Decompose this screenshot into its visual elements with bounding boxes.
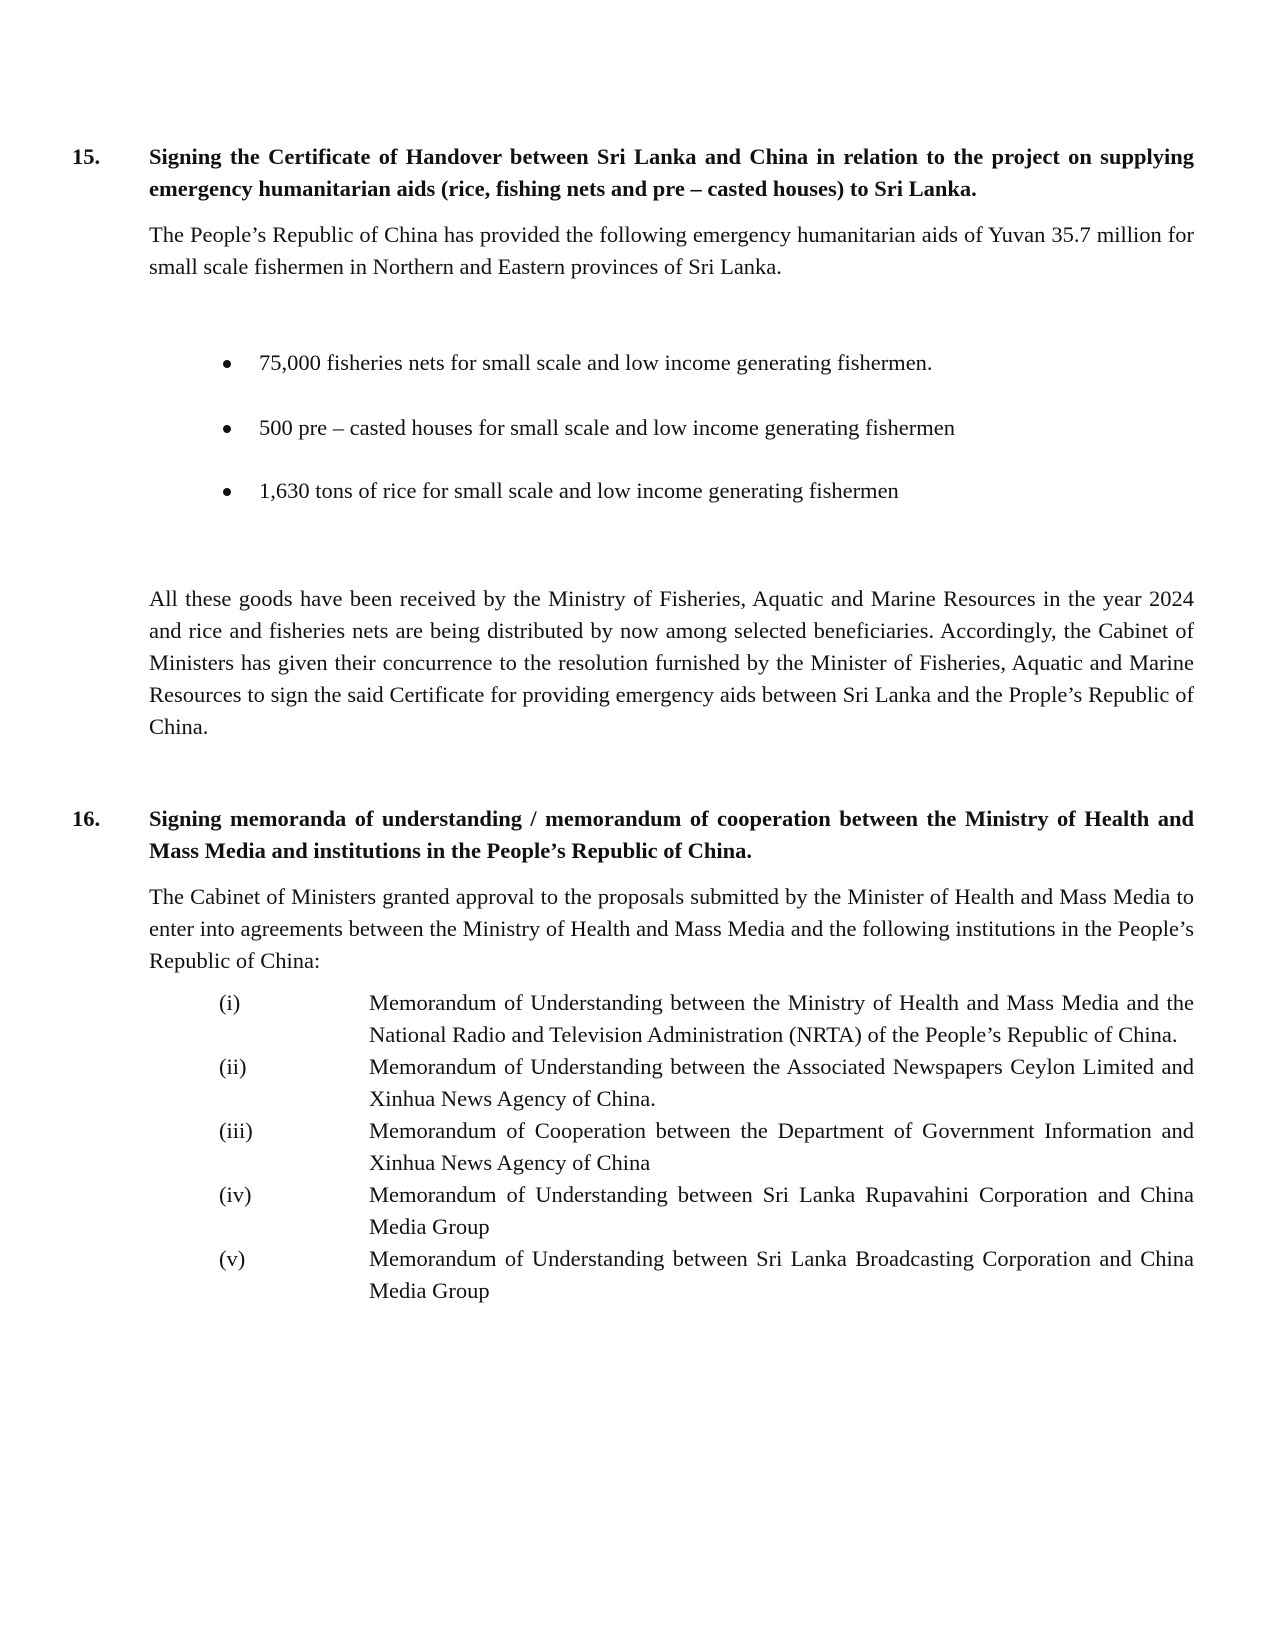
list-item-text: Memorandum of Understanding between the Associated Newspapers Ceylon Limited and Xinhua News Agency of China. — [369, 1054, 1194, 1111]
list-item-text: Memorandum of Understanding between Sri Lanka Rupavahini Corporation and China Media Group — [369, 1182, 1194, 1239]
list-item-text: 1,630 tons of rice for small scale and low income generating fishermen — [259, 478, 899, 503]
list-item — [149, 1115, 1194, 1179]
list-numeral: (ii) — [219, 1054, 247, 1079]
list-item — [149, 987, 1194, 1051]
list-item — [149, 1243, 1194, 1307]
list-numeral: (iii) — [219, 1118, 253, 1143]
list-item-text: 500 pre – casted houses for small scale and low income generating fishermen — [259, 415, 956, 440]
section-15 — [72, 141, 1194, 283]
bullet-icon — [223, 488, 231, 496]
agreement-list — [149, 987, 1194, 1307]
section-intro: The People’s Republic of China has provided the following emergency humanitarian aids of Yuvan 35.7 million for small scale fishermen in Northern and Eastern provinces of Sri Lanka. — [149, 222, 1194, 279]
list-item — [149, 1051, 1194, 1115]
section-16 — [72, 803, 1194, 1307]
section-number: 15. — [72, 144, 101, 169]
section-title: Signing the Certificate of Handover between Sri Lanka and China in relation to the project on supplying emergency humanitarian aids (rice, fishing nets and pre – casted houses) to Sri Lanka. — [149, 144, 1194, 201]
section-number: 16. — [72, 806, 101, 831]
list-numeral: (v) — [219, 1246, 246, 1271]
section-15-conclusion — [72, 583, 1194, 743]
section-conclusion: All these goods have been received by the Ministry of Fisheries, Aquatic and Marine Resources in the year 2024 and rice and fisheries nets are being distributed by now among selected beneficiaries. Accordingly, the Cabinet of Ministers has given their concurrence to the resolution furnished by the Minister of Fisheries, Aquatic and Marine Resources to sign the said Certificate for providing emergency aids between Sri Lanka and the Prople’s Republic of China. — [149, 586, 1194, 739]
list-item-text: Memorandum of Understanding between Sri Lanka Broadcasting Corporation and China Media Group — [369, 1246, 1194, 1303]
list-numeral: (i) — [219, 990, 241, 1015]
list-item — [72, 412, 1194, 444]
list-item — [149, 1179, 1194, 1243]
list-item — [72, 475, 1194, 507]
section-intro: The Cabinet of Ministers granted approval to the proposals submitted by the Minister of Health and Mass Media to enter into agreements between the Ministry of Health and Mass Media and the following institutions in the People’s Republic of China: — [149, 884, 1194, 973]
bullet-icon — [223, 360, 231, 368]
section-title: Signing memoranda of understanding / memorandum of cooperation between the Ministry of Health and Mass Media and institutions in the People’s Republic of China. — [149, 806, 1194, 863]
list-item-text: Memorandum of Cooperation between the Department of Government Information and Xinhua News Agency of China — [369, 1118, 1194, 1175]
aid-bullet-list — [72, 347, 1194, 507]
list-item-text: Memorandum of Understanding between the Ministry of Health and Mass Media and the National Radio and Television Administration (NRTA) of the People’s Republic of China. — [369, 990, 1194, 1047]
list-numeral: (iv) — [219, 1182, 252, 1207]
list-item-text: 75,000 fisheries nets for small scale and low income generating fishermen. — [259, 350, 933, 375]
list-item — [72, 347, 1194, 379]
bullet-icon — [223, 425, 231, 433]
